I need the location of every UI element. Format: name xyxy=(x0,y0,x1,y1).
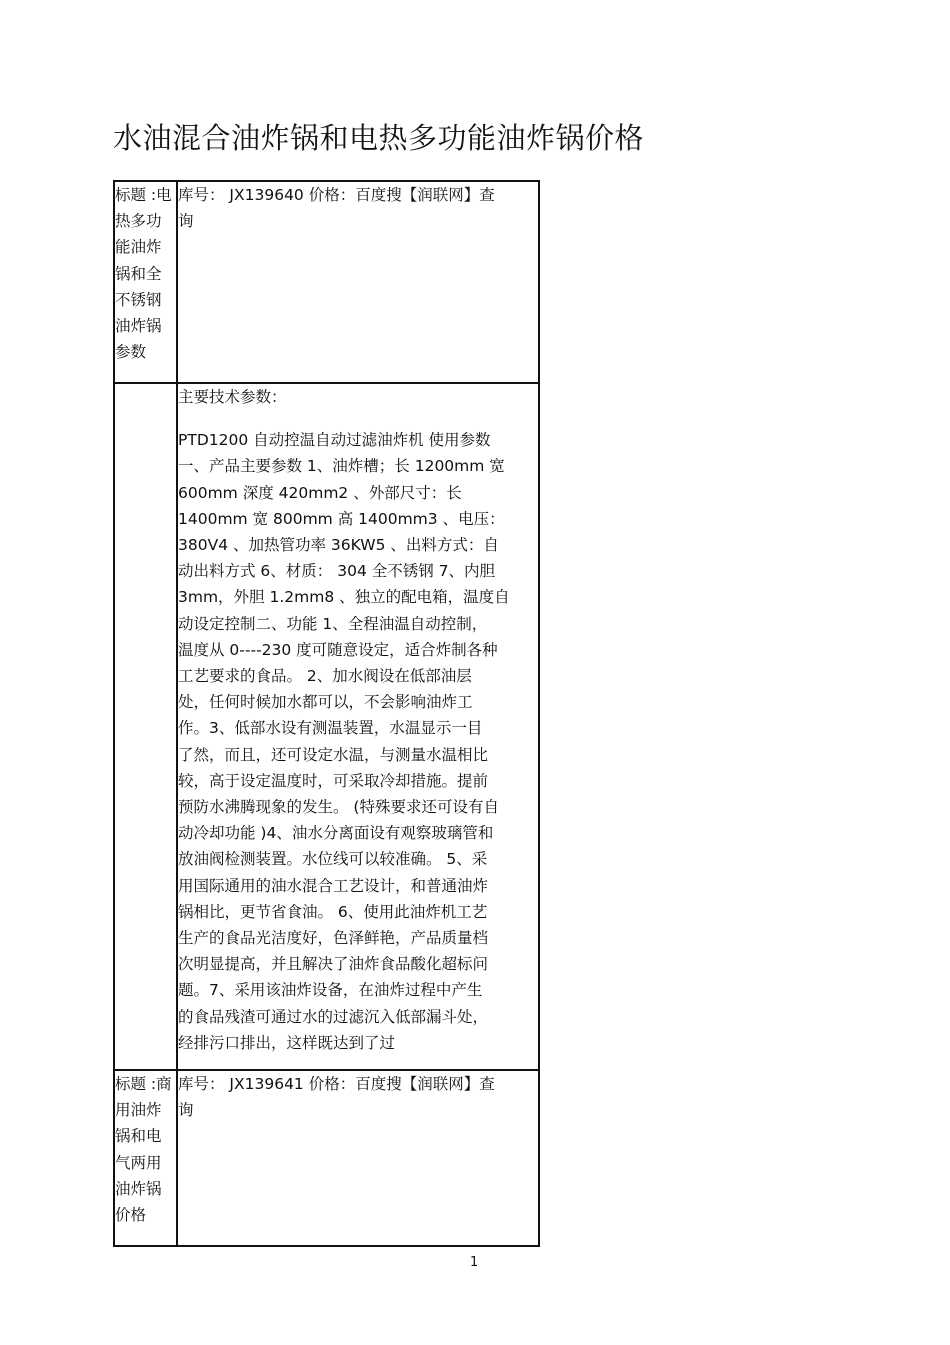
spec-line: 动设定控制二、功能 1、全程油温自动控制， xyxy=(178,614,488,633)
spec-line: 的食品残渣可通过水的过滤沉入低部漏斗处， xyxy=(178,1007,489,1026)
content-line: 询 xyxy=(178,212,194,231)
label-line: 不锈钢 xyxy=(115,290,162,309)
document-title: 水油混合油炸锅和电热多功能油炸锅价格 xyxy=(113,121,645,155)
section-heading: 主要技术参数： xyxy=(178,388,287,406)
spec-line: 次明显提高，并且解决了油炸食品酸化超标问 xyxy=(178,955,489,974)
paragraph-gap xyxy=(178,410,538,427)
table-row xyxy=(114,383,539,1070)
product-table xyxy=(113,180,540,1247)
spec-line: 动出料方式 6、材质： 304 全不锈钢 7、内胆 xyxy=(178,562,496,581)
row-content-cell xyxy=(177,181,539,383)
spec-line: 预防水沸腾现象的发生。 (特殊要求还可设有自 xyxy=(178,798,499,817)
spec-line: 600mm 深度 420mm2 、外部尺寸：长 xyxy=(178,483,462,502)
content-line: 库号： JX139641 价格：百度搜【润联网】查 xyxy=(178,1075,495,1093)
label-line: 热多功 xyxy=(115,212,162,231)
spec-line: 处，任何时候加水都可以，不会影响油炸工 xyxy=(178,693,473,712)
label-line: 锅和全 xyxy=(115,264,162,283)
spec-line: 了然，而且，还可设定水温，与测量水温相比 xyxy=(178,745,489,764)
content-line: 库号： JX139640 价格：百度搜【润联网】查 xyxy=(178,186,495,204)
label-line: 油炸锅 xyxy=(115,1179,162,1198)
spec-line: 动冷却功能 )4、油水分离面设有观察玻璃管和 xyxy=(178,824,494,843)
table-row xyxy=(114,1070,539,1246)
page-number: 1 xyxy=(470,1255,479,1270)
label-line: 标题 :商 xyxy=(115,1075,172,1093)
label-line: 参数 xyxy=(115,343,147,362)
label-line: 油炸锅 xyxy=(115,317,162,336)
spec-line: 作。3、低部水设有测温装置，水温显示一目 xyxy=(178,719,483,738)
row-label-cell xyxy=(114,383,177,1070)
spec-line: 工艺要求的食品。 2、加水阀设在低部油层 xyxy=(178,667,472,686)
spec-line: 放油阀检测装置。水位线可以较准确。 5、采 xyxy=(178,850,488,869)
content-line: 询 xyxy=(178,1101,194,1120)
spec-line: 经排污口排出，这样既达到了过 xyxy=(178,1033,396,1052)
row-label-cell xyxy=(114,181,177,383)
label-line: 能油炸 xyxy=(115,238,162,257)
table-row xyxy=(114,181,539,383)
spec-line: 一、产品主要参数 1、油炸槽；长 1200mm 宽 xyxy=(178,457,505,476)
row-label-cell xyxy=(114,1070,177,1246)
label-line: 气两用 xyxy=(115,1153,162,1172)
spec-line: PTD1200 自动控温自动过滤油炸机 使用参数 xyxy=(178,431,491,450)
spec-line: 用国际通用的油水混合工艺设计，和普通油炸 xyxy=(178,876,489,895)
spec-text-block xyxy=(178,427,538,1056)
label-line: 锅和电 xyxy=(115,1127,162,1146)
label-line: 用油炸 xyxy=(115,1101,162,1120)
label-line: 标题 :电 xyxy=(115,186,172,204)
spec-line: 380V4 、加热管功率 36KW5 、出料方式：自 xyxy=(178,536,499,555)
spec-line: 题。7、采用该油炸设备，在油炸过程中产生 xyxy=(178,981,483,1000)
spec-line: 温度从 0----230 度可随意设定，适合炸制各种 xyxy=(178,640,498,659)
spec-line: 1400mm 宽 800mm 高 1400mm3 、电压： xyxy=(178,509,505,528)
spec-line: 锅相比，更节省食油。 6、使用此油炸机工艺 xyxy=(178,902,488,921)
spec-line: 生产的食品光洁度好，色泽鲜艳，产品质量档 xyxy=(178,929,489,948)
spec-line: 3mm，外胆 1.2mm8 、独立的配电箱，温度自 xyxy=(178,588,510,607)
row-content-cell xyxy=(177,1070,539,1246)
row-content-cell xyxy=(177,383,539,1070)
spec-line: 较，高于设定温度时，可采取冷却措施。提前 xyxy=(178,771,489,790)
label-line: 价格 xyxy=(115,1206,147,1225)
